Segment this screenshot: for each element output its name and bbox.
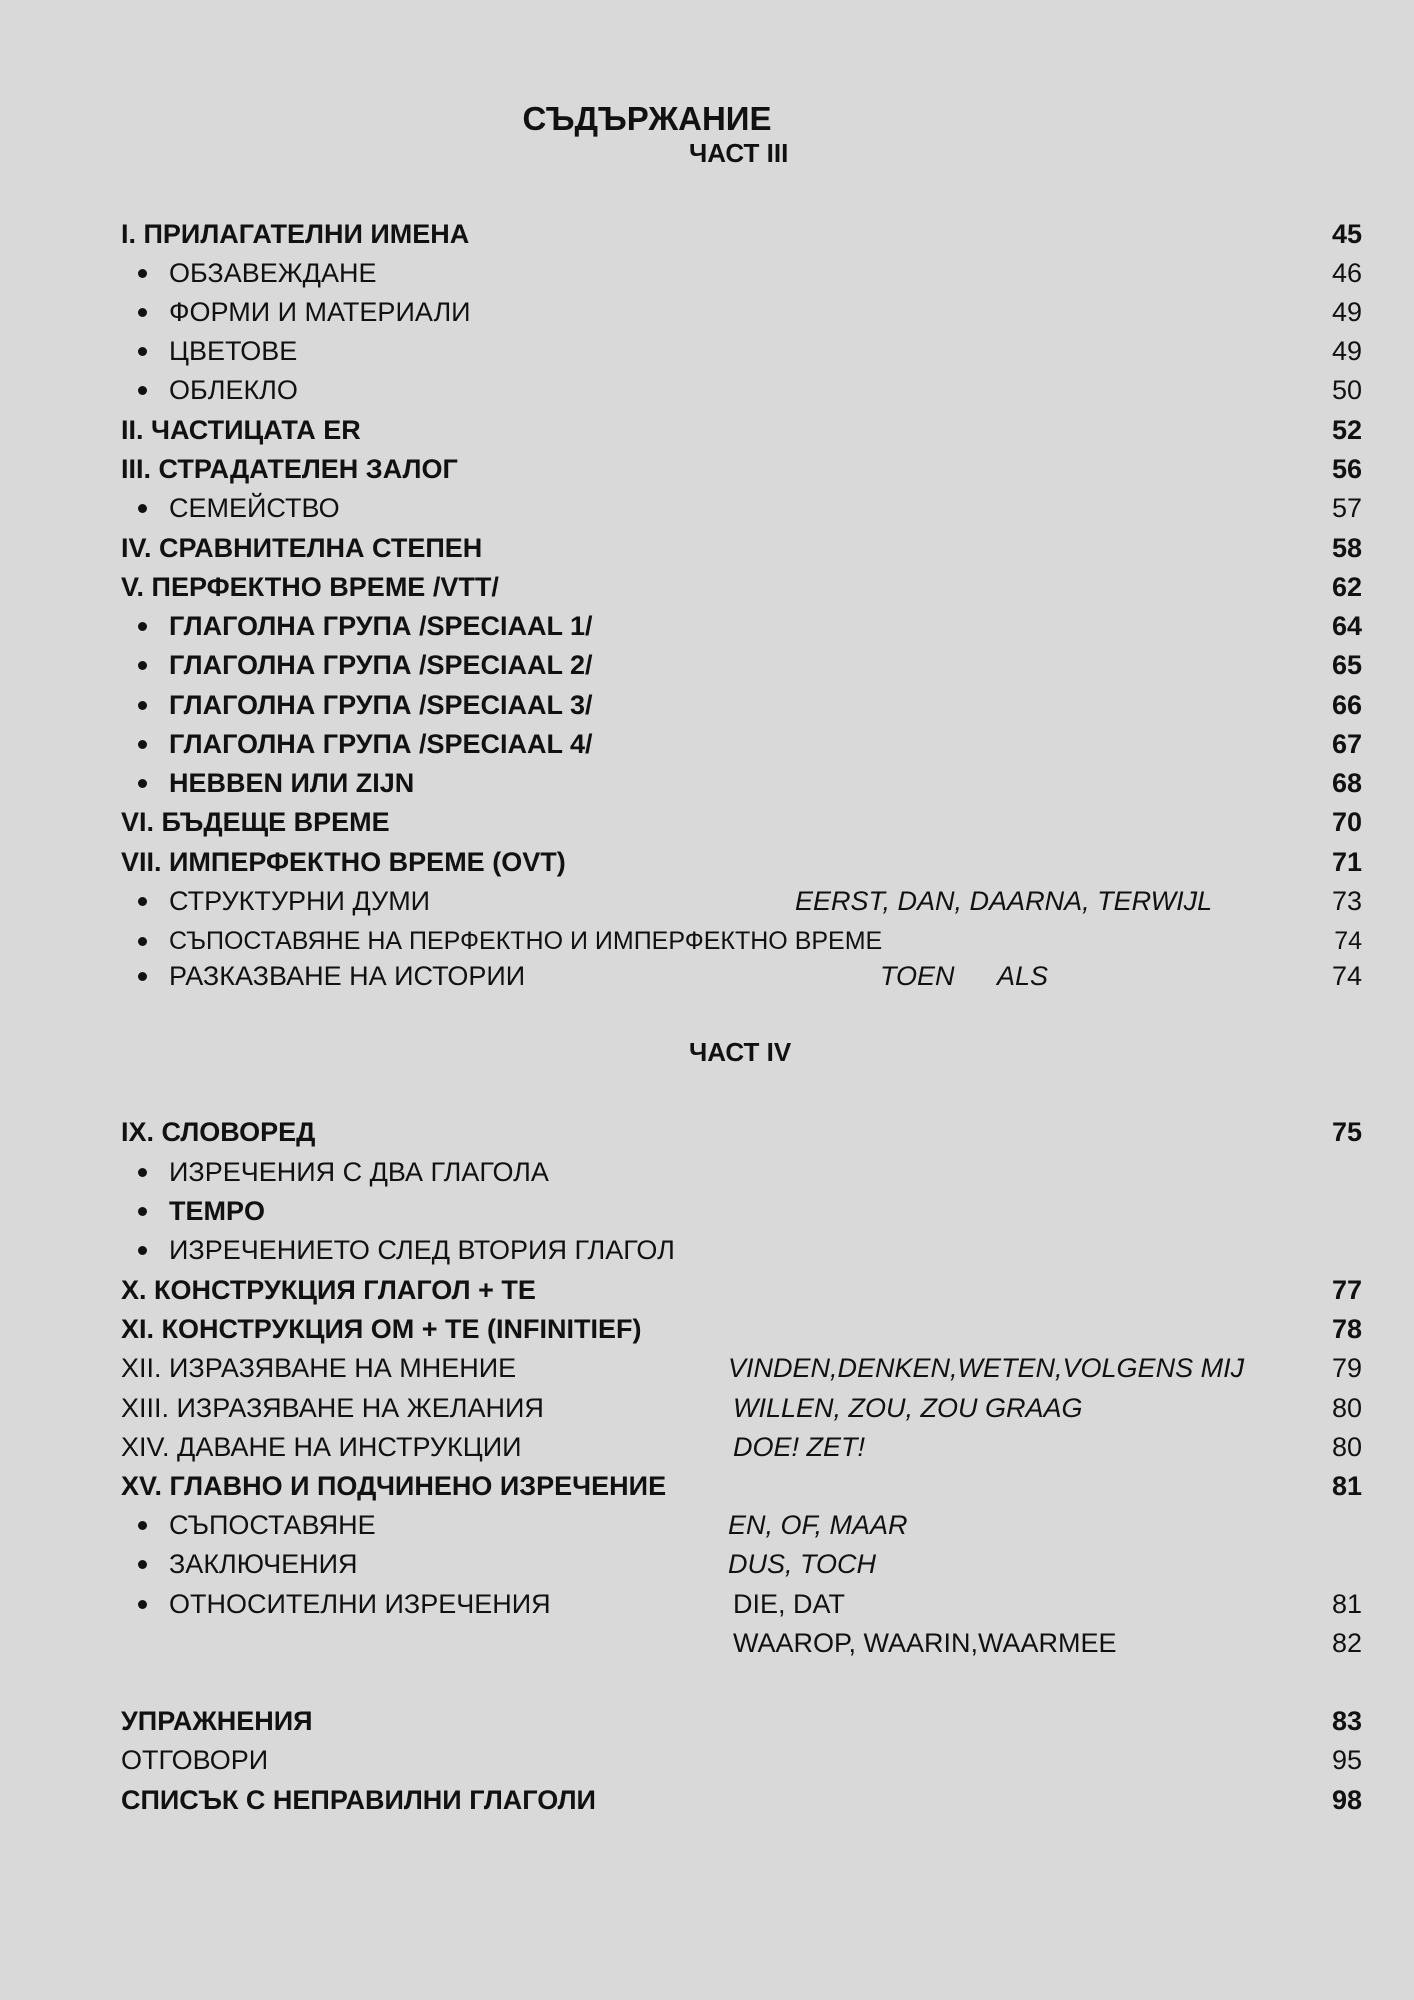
- toc-entry-title: ГЛАГОЛНА ГРУПА /SPECIAAL 2/: [169, 650, 593, 680]
- toc-entry-page: 62: [1331, 572, 1362, 602]
- toc-entry: [0, 1193, 1414, 1229]
- toc-entry-page: 50: [1331, 375, 1362, 405]
- bullet-icon: [138, 308, 147, 317]
- part-4-heading: ЧАСТ IV: [689, 1037, 792, 1067]
- bullet-icon: [138, 1246, 147, 1255]
- toc-entry-title: СПИСЪК С НЕПРАВИЛНИ ГЛАГОЛИ: [121, 1785, 596, 1815]
- toc-entry: [0, 1586, 1414, 1622]
- toc-entry-title: РАЗКАЗВАНЕ НА ИСТОРИИ: [169, 961, 526, 991]
- toc-entry-page: 70: [1331, 807, 1362, 837]
- toc-entry-title: ЦВЕТОВЕ: [169, 336, 298, 366]
- toc-entry-keywords: ALS: [997, 961, 1049, 991]
- toc-entry-title: XIV. ДАВАНЕ НА ИНСТРУКЦИИ: [121, 1432, 522, 1462]
- toc-entry: [0, 923, 1414, 959]
- toc-entry: [0, 1272, 1414, 1308]
- toc-entry-page: 49: [1331, 297, 1362, 327]
- toc-entry-title: СЪПОСТАВЯНЕ: [169, 1510, 376, 1540]
- bullet-icon: [138, 740, 147, 749]
- toc-entry-title: ГЛАГОЛНА ГРУПА /SPECIAAL 1/: [169, 611, 593, 641]
- toc-entry: [0, 1390, 1414, 1426]
- bullet-icon: [138, 1560, 147, 1569]
- toc-entry: [0, 883, 1414, 919]
- toc-entry: [0, 726, 1414, 762]
- toc-entry-title: ИЗРЕЧЕНИЯ С ДВА ГЛАГОЛА: [169, 1157, 549, 1187]
- toc-entry-title: HEBBEN ИЛИ ZIJN: [169, 768, 415, 798]
- toc-entry-page: 73: [1331, 886, 1362, 916]
- toc-entry: [0, 647, 1414, 683]
- toc-entry-title: XI. КОНСТРУКЦИЯ OM + TE (INFINITIEF): [121, 1314, 642, 1344]
- toc-entry-page: 74: [1334, 927, 1362, 955]
- toc-entry-title: III. СТРАДАТЕЛЕН ЗАЛОГ: [121, 454, 458, 484]
- toc-entry-title: ФОРМИ И МАТЕРИАЛИ: [169, 297, 471, 327]
- toc-entry-page: 75: [1331, 1117, 1362, 1147]
- toc-entry-title: VI. БЪДЕЩЕ ВРЕМЕ: [121, 807, 390, 837]
- toc-entry-page: 49: [1331, 336, 1362, 366]
- toc-entry: [0, 1311, 1414, 1347]
- toc-entry-title: ОБЗАВЕЖДАНЕ: [169, 258, 377, 288]
- toc-entry: [0, 569, 1414, 605]
- toc-entry-title: IX. СЛОВОРЕД: [121, 1117, 316, 1147]
- page-title: СЪДЪРЖАНИЕ: [522, 100, 772, 137]
- toc-entry-title: II. ЧАСТИЦАТА ER: [121, 415, 361, 445]
- toc-entry-page: 58: [1331, 533, 1362, 563]
- toc-entry: [0, 451, 1414, 487]
- toc-entry-title: XIII. ИЗРАЗЯВАНЕ НА ЖЕЛАНИЯ: [121, 1393, 544, 1423]
- bullet-icon: [138, 701, 147, 710]
- toc-entry: [0, 1703, 1414, 1739]
- toc-entry-title: ГЛАГОЛНА ГРУПА /SPECIAAL 4/: [169, 729, 593, 759]
- toc-entry-title: ОБЛЕКЛО: [169, 375, 298, 405]
- toc-entry-page: 80: [1331, 1393, 1362, 1423]
- toc-entry-title: XV. ГЛАВНО И ПОДЧИНЕНО ИЗРЕЧЕНИЕ: [121, 1471, 667, 1501]
- bullet-icon: [138, 937, 147, 946]
- toc-entry-page: 82: [1331, 1628, 1362, 1658]
- toc-entry: [0, 608, 1414, 644]
- toc-entry-keywords: VINDEN,DENKEN,WETEN,VOLGENS MIJ: [728, 1353, 1245, 1383]
- toc-entry: [0, 958, 1414, 994]
- toc-entry: [0, 1154, 1414, 1190]
- toc-entry-title: VII. ИМПЕРФЕКТНО ВРЕМЕ (OVT): [121, 847, 566, 877]
- toc-entry-page: 46: [1331, 258, 1362, 288]
- bullet-icon: [138, 779, 147, 788]
- toc-entry: [0, 490, 1414, 526]
- toc-entry: [0, 1742, 1414, 1778]
- toc-entry: [0, 255, 1414, 291]
- toc-entry: [0, 844, 1414, 880]
- toc-entry-keywords: WAAROP, WAARIN,WAARMEE: [733, 1628, 1117, 1658]
- bullet-icon: [138, 897, 147, 906]
- toc-entry-title: СЕМЕЙСТВО: [169, 493, 340, 523]
- toc-entry: [0, 1429, 1414, 1465]
- bullet-icon: [138, 661, 147, 670]
- toc-entry: [0, 1114, 1414, 1150]
- toc-entry-page: 64: [1331, 611, 1362, 641]
- bullet-icon: [138, 1600, 147, 1609]
- toc-entry: [0, 1507, 1414, 1543]
- bullet-icon: [138, 347, 147, 356]
- toc-entry-page: 80: [1331, 1432, 1362, 1462]
- toc-entry-page: 78: [1331, 1314, 1362, 1344]
- toc-entry-title: УПРАЖНЕНИЯ: [121, 1706, 313, 1736]
- toc-entry-title: ЗАКЛЮЧЕНИЯ: [169, 1549, 358, 1579]
- toc-entry-page: 79: [1331, 1353, 1362, 1383]
- toc-entry: [0, 1350, 1414, 1386]
- toc-entry-page: 66: [1331, 690, 1362, 720]
- toc-entry: [0, 804, 1414, 840]
- toc-entry-title: ОТГОВОРИ: [121, 1745, 269, 1775]
- toc-entry: [0, 1782, 1414, 1818]
- toc-entry-keywords: DUS, TOCH: [728, 1549, 877, 1579]
- toc-entry-title: ИЗРЕЧЕНИЕТО СЛЕД ВТОРИЯ ГЛАГОЛ: [169, 1235, 675, 1265]
- toc-entry-title: V. ПЕРФЕКТНО ВРЕМЕ /VTT/: [121, 572, 499, 602]
- toc-entry: [0, 530, 1414, 566]
- toc-entry-page: 57: [1331, 493, 1362, 523]
- toc-entry-keywords: EN, OF, MAAR: [728, 1510, 908, 1540]
- toc-entry-page: 56: [1331, 454, 1362, 484]
- bullet-icon: [138, 622, 147, 631]
- toc-entry-keywords: DIE, DAT: [733, 1589, 846, 1619]
- toc-entry-page: 52: [1331, 415, 1362, 445]
- toc-entry-page: 81: [1331, 1471, 1362, 1501]
- toc-entry-page: 77: [1331, 1275, 1362, 1305]
- toc-entry-title: TEMPO: [169, 1196, 266, 1226]
- toc-entry-page: 67: [1331, 729, 1362, 759]
- toc-entry: [0, 1232, 1414, 1268]
- toc-entry-page: 45: [1331, 219, 1362, 249]
- bullet-icon: [138, 1168, 147, 1177]
- toc-entry-title: IV. СРАВНИТЕЛНА СТЕПЕН: [121, 533, 483, 563]
- part-3-heading: ЧАСТ III: [689, 138, 789, 168]
- toc-entry-page: 65: [1331, 650, 1362, 680]
- toc-entry-page: 98: [1331, 1785, 1362, 1815]
- toc-entry: [0, 1546, 1414, 1582]
- toc-entry-title: СЪПОСТАВЯНЕ НА ПЕРФЕКТНО И ИМПЕРФЕКТНО ВРЕМЕ: [169, 927, 883, 955]
- toc-entry: [0, 1468, 1414, 1504]
- toc-entry-title: I. ПРИЛАГАТЕЛНИ ИМЕНА: [121, 219, 470, 249]
- toc-entry: [0, 687, 1414, 723]
- toc-entry-title: XII. ИЗРАЗЯВАНЕ НА МНЕНИЕ: [121, 1353, 517, 1383]
- bullet-icon: [138, 386, 147, 395]
- bullet-icon: [138, 269, 147, 278]
- toc-entry-page: 68: [1331, 768, 1362, 798]
- bullet-icon: [138, 504, 147, 513]
- toc-entry: [0, 333, 1414, 369]
- toc-entry: [0, 216, 1414, 252]
- toc-entry: [0, 412, 1414, 448]
- toc-entry-keywords: TOEN: [880, 961, 955, 991]
- bullet-icon: [138, 1207, 147, 1216]
- toc-entry: [0, 294, 1414, 330]
- toc-entry-page: 95: [1331, 1745, 1362, 1775]
- toc-entry-page: 74: [1331, 961, 1362, 991]
- toc-entry-page: 71: [1331, 847, 1362, 877]
- bullet-icon: [138, 972, 147, 981]
- bullet-icon: [138, 1521, 147, 1530]
- toc-entry-keywords: EERST, DAN, DAARNA, TERWIJL: [795, 886, 1213, 916]
- toc-entry: [0, 765, 1414, 801]
- toc-entry-title: ОТНОСИТЕЛНИ ИЗРЕЧЕНИЯ: [169, 1589, 551, 1619]
- toc-entry-page: 83: [1331, 1706, 1362, 1736]
- toc-entry: [0, 372, 1414, 408]
- toc-entry-keywords: WILLEN, ZOU, ZOU GRAAG: [733, 1393, 1083, 1423]
- toc-entry-title: X. КОНСТРУКЦИЯ ГЛАГОЛ + TE: [121, 1275, 536, 1305]
- toc-entry-title: ГЛАГОЛНА ГРУПА /SPECIAAL 3/: [169, 690, 593, 720]
- toc-entry: [0, 1625, 1414, 1661]
- toc-entry-page: 81: [1331, 1589, 1362, 1619]
- toc-entry-keywords: DOE! ZET!: [733, 1432, 866, 1462]
- toc-entry-title: СТРУКТУРНИ ДУМИ: [169, 886, 431, 916]
